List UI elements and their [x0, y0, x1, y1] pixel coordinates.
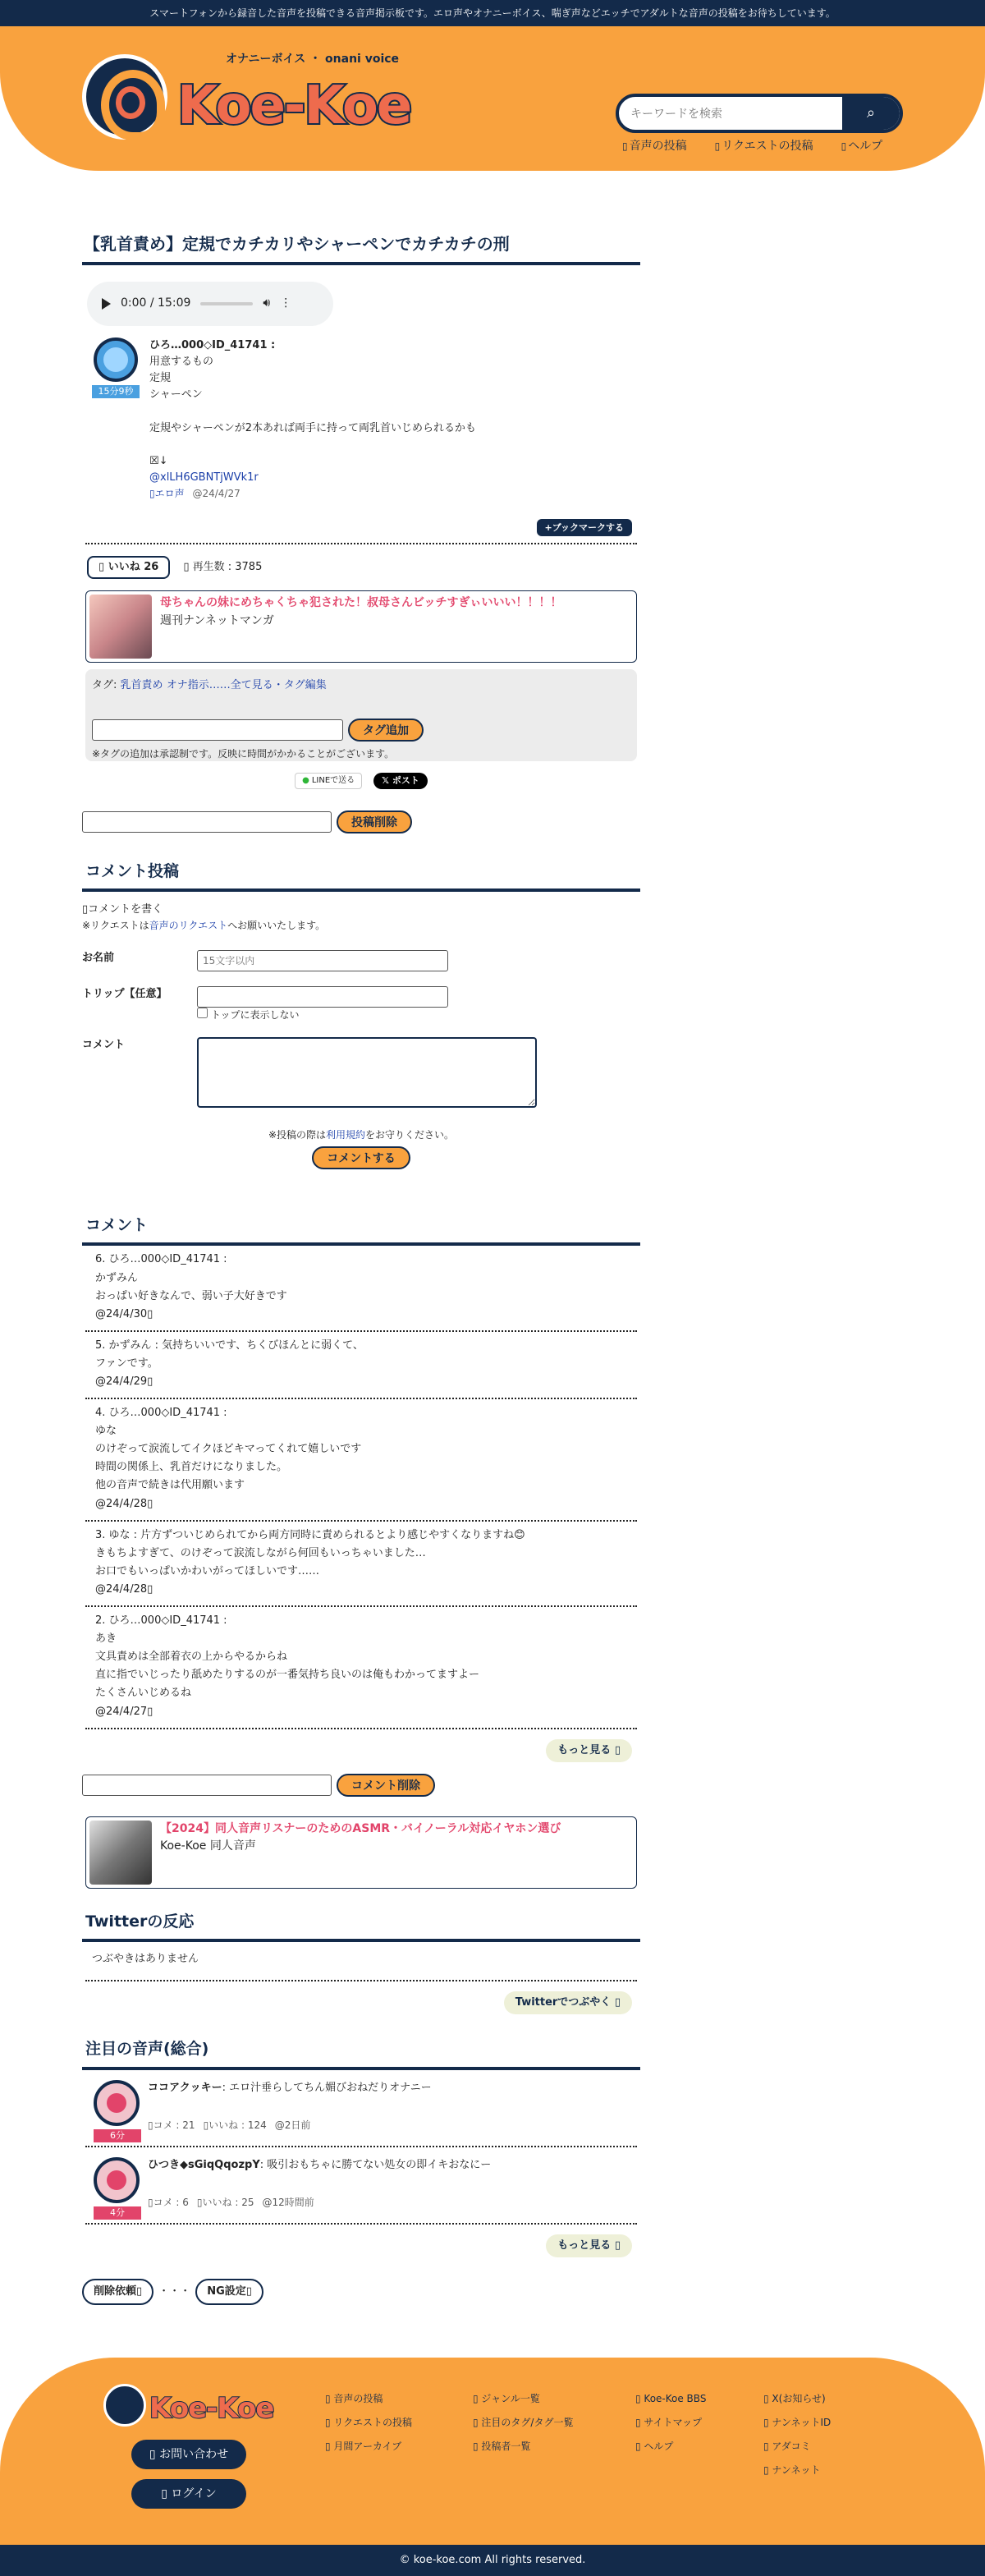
featured-user[interactable]: ひつき◆sGiqQqozpY: [148, 2158, 260, 2171]
category-link[interactable]: ▯エロ声: [149, 487, 185, 499]
tag-link[interactable]: 乳首責め: [120, 679, 163, 692]
delete-post-input[interactable]: [82, 811, 332, 833]
footer-link[interactable]: ▯ Koe-Koe BBS: [635, 2393, 707, 2405]
featured-item[interactable]: [85, 2070, 637, 2147]
featured-user[interactable]: ココアクッキー: [148, 2081, 222, 2094]
heart-icon: ▯: [196, 2196, 203, 2208]
more-comments-button[interactable]: もっと見る ▯: [546, 1739, 632, 1762]
post-line: 定規: [149, 372, 172, 385]
line-share-button[interactable]: ● LINEで送る: [295, 773, 362, 789]
separator: ・・・: [158, 2284, 191, 2298]
comment-form: [82, 902, 640, 1169]
main-content: [82, 171, 640, 2305]
logo-subtitle: オナニーボイス ・ onani voice: [226, 53, 400, 66]
post-link[interactable]: @xlLH6GBNTjWVk1r: [149, 471, 259, 484]
tweet-button[interactable]: Twitterでつぶやく ▯: [504, 1991, 632, 2014]
comment-line: ゆな: [95, 1425, 117, 1438]
delete-post-row: [82, 810, 640, 833]
submit-comment-button[interactable]: コメントする: [312, 1146, 410, 1169]
play-count: ▯ 再生数 : 3785: [183, 561, 263, 573]
comment-item: [85, 1246, 637, 1331]
post-title: 【乳首責め】定規でカチカリやシャーペンでカチカチの刑: [82, 228, 640, 265]
nav-post-request[interactable]: ▯ リクエストの投稿: [714, 140, 813, 153]
request-note: ※リクエストは: [82, 920, 149, 932]
footer-link[interactable]: ▯ ジャンル一覧: [473, 2393, 540, 2405]
mic-icon: ▯: [622, 140, 628, 152]
featured-title[interactable]: : 吸引おもちゃに勝てない処女の即イキおなにー: [259, 2158, 492, 2171]
write-comment-label: ▯コメントを書く: [82, 903, 163, 916]
comment-line: たくさんいじめるね: [95, 1687, 192, 1700]
ng-settings-button[interactable]: NG設定▯: [195, 2279, 263, 2305]
footer-link[interactable]: ▯ 月間アーカイブ: [325, 2441, 402, 2453]
delete-comment-button[interactable]: コメント削除: [337, 1774, 435, 1797]
delete-request-button[interactable]: 削除依頼▯: [82, 2279, 153, 2305]
post-line: [149, 437, 640, 453]
player-time: 0:00 / 15:09: [121, 296, 191, 310]
comment-date: @24/4/28: [95, 1497, 148, 1510]
more-options-icon[interactable]: ⋮: [280, 296, 292, 310]
comment-item: [85, 1332, 637, 1399]
footer-link[interactable]: ▯ 投稿者一覧: [473, 2441, 531, 2453]
comment-date: @24/4/29: [95, 1375, 148, 1388]
post-line: 定規やシャーペンが2本あれば両手に持って両乳首いじめられるかも: [149, 421, 477, 434]
comment-line: のけぞって涙流してイクほどキマってくれて嬉しいです: [95, 1443, 362, 1456]
add-tag-button[interactable]: タグ追加: [348, 719, 424, 742]
comment-label: コメント: [82, 1039, 126, 1052]
play-count-icon: ▯: [183, 561, 190, 573]
twitter-heading: Twitterの反応: [82, 1908, 640, 1942]
hide-top-label: トップに表示しない: [210, 1008, 300, 1021]
nav-upload-voice[interactable]: ▯ 音声の投稿: [622, 140, 687, 153]
site-logo[interactable]: [82, 51, 451, 141]
chevron-right-icon: ▯: [614, 1996, 621, 2009]
ad-thumbnail: [89, 595, 152, 659]
ad-banner[interactable]: [85, 590, 637, 663]
comment-head: 3. ゆな : 片方ずついじめられてから両方同時に責められるとより感じやすくなりますね😊: [95, 1528, 525, 1541]
footer-col: [473, 2387, 573, 2459]
duration-badge: 6分: [94, 2129, 141, 2142]
terms-note: ※投稿の際は: [268, 1129, 327, 1141]
heart-icon: ▯: [98, 561, 105, 573]
chevron-icon: ▯: [245, 2284, 252, 2298]
audio-player[interactable]: [87, 282, 333, 326]
footer-link[interactable]: ▯ サイトマップ: [635, 2417, 703, 2429]
ad-source: Koe-Koe 同人音声: [160, 1839, 256, 1853]
player-progress[interactable]: [200, 302, 253, 305]
comment-line: 時間の関係上、乳首だけになりました。: [95, 1461, 288, 1474]
search-button[interactable]: [842, 97, 900, 130]
search-input[interactable]: [630, 103, 844, 125]
footer-link[interactable]: ▯ 音声の投稿: [325, 2393, 383, 2405]
x-icon: 𝕏: [382, 775, 392, 787]
mail-icon: ▯: [149, 2448, 160, 2462]
site-tagline: スマートフォンから録音した音声を投稿できる音声掲示板です。エロ声やオナニーボイス、喘ぎ声などエッチでアダルトな音声の投稿をお待ちしています。: [0, 0, 985, 26]
hide-top-checkbox[interactable]: [197, 1008, 208, 1018]
footer-col: [763, 2387, 831, 2482]
comment-count: コメ : 21: [153, 2119, 195, 2131]
ad-banner[interactable]: [85, 1816, 637, 1889]
report-icon[interactable]: ▯: [147, 1705, 153, 1718]
bookmark-button[interactable]: +ブックマークする: [537, 519, 632, 536]
featured-title[interactable]: : エロ汁垂らしてちん媚びおねだりオナニー: [222, 2081, 432, 2094]
comment-line: お口でもいっぱいかわいがってほしいです……: [95, 1564, 320, 1577]
comments-heading: コメント: [82, 1212, 640, 1246]
post-author[interactable]: ひろ…000◇ID_41741 :: [149, 339, 276, 351]
ad-source: 週刊ナンネットマンガ: [160, 613, 274, 627]
comment-textarea[interactable]: [197, 1037, 537, 1108]
category-icon: ▯: [149, 487, 155, 499]
share-buttons: [82, 773, 640, 789]
user-avatar[interactable]: [94, 2157, 140, 2203]
comment-date: @24/4/28: [95, 1582, 148, 1596]
ear-logo-icon: [103, 2384, 146, 2427]
report-icon[interactable]: ▯: [147, 1307, 153, 1320]
post-body: [82, 337, 640, 533]
site-footer: [0, 2358, 985, 2545]
footer-link[interactable]: ▯ リクエストの投稿: [325, 2417, 412, 2429]
help-icon: ▯: [841, 140, 847, 152]
comment-line: かずみん: [95, 1271, 139, 1284]
comment-line: 文具責めは全部着衣の上からやるからね: [95, 1651, 288, 1664]
comment-line: 直に指でいじったり舐めたりするのが一番気持ち良いのは俺もわかってますよー: [95, 1669, 480, 1682]
site-header: [0, 26, 985, 171]
play-icon[interactable]: [102, 298, 111, 310]
twitter-empty: つぶやきはありません: [85, 1942, 637, 1981]
comment-line: おっぱい好きなんで、弱い子大好きです: [95, 1289, 287, 1302]
comment-line: ファンです。: [95, 1357, 158, 1370]
header-nav: [622, 138, 882, 156]
name-label: お名前: [82, 951, 115, 964]
search-box: [616, 94, 903, 133]
copyright: © koe-koe.com All rights reserved.: [0, 2545, 985, 2576]
comment-icon: ▯: [148, 2196, 153, 2208]
comment-line: あき: [95, 1632, 117, 1646]
featured-time: @2日前: [274, 2119, 311, 2131]
comment-list: [82, 1246, 640, 1729]
request-link[interactable]: 音声のリクエスト: [149, 920, 228, 932]
nav-help[interactable]: ▯ ヘルプ: [841, 140, 883, 153]
ad-title[interactable]: 母ちゃんの妹にめちゃくちゃ犯された！叔母さんビッチすぎぃいいい！！！！: [160, 596, 562, 610]
request-note-tail: へお願いいたします。: [227, 920, 326, 932]
ear-logo-icon: [82, 54, 167, 140]
footer-link[interactable]: ▯ アダコミ: [763, 2441, 811, 2453]
delete-post-button[interactable]: 投稿削除: [337, 810, 412, 833]
pencil-icon: ▯: [82, 903, 89, 916]
tag-input[interactable]: [92, 719, 343, 741]
comment-head: 4. ひろ…000◇ID_41741 :: [95, 1407, 227, 1420]
footer-logo-text: Koe-Koe: [149, 2392, 274, 2426]
report-icon[interactable]: ▯: [147, 1497, 153, 1510]
tag-label: タグ:: [92, 679, 117, 692]
comment-head: 5. かずみん : 気持ちいいです、ちくびほんとに弱くて、: [95, 1339, 364, 1352]
post-line: 用意するもの: [149, 356, 214, 369]
chevron-right-icon: ▯: [614, 1743, 621, 1756]
comment-count: コメ : 6: [153, 2196, 189, 2208]
ad-thumbnail: [89, 1821, 152, 1885]
request-icon: ▯: [714, 140, 721, 152]
more-featured-button[interactable]: もっと見る ▯: [546, 2234, 632, 2257]
footer-logo[interactable]: [103, 2382, 276, 2431]
chevron-right-icon: ▯: [614, 2239, 621, 2252]
comment-head: 2. ひろ…000◇ID_41741 :: [95, 1614, 227, 1628]
like-count: いいね : 25: [202, 2196, 254, 2208]
comment-form-heading: コメント投稿: [82, 858, 640, 892]
terms-note-tail: をお守りください。: [365, 1129, 455, 1141]
divider: [85, 543, 637, 544]
report-icon[interactable]: ▯: [147, 1582, 153, 1596]
duration-badge: 15分9秒: [92, 385, 140, 398]
tag-note: ※タグの追加は承認制です。反映に時間がかかることがございます。: [92, 748, 395, 760]
logo-text: Koe-Koe: [177, 76, 411, 136]
ad-title[interactable]: 【2024】同人音声リスナーのためのASMR・バイノーラル対応イヤホン選び: [160, 1821, 561, 1835]
like-button[interactable]: ▯ いいね 26: [87, 556, 170, 579]
featured-heading: 注目の音声(総合): [82, 2036, 640, 2069]
contact-button[interactable]: ▯ お問い合わせ: [131, 2440, 246, 2469]
post-stats: [87, 556, 640, 579]
featured-time: @12時間前: [262, 2196, 314, 2208]
footer-link[interactable]: ▯ ナンネットID: [763, 2417, 832, 2429]
like-count: いいね : 124: [208, 2119, 267, 2131]
comment-line: 他の音声で続きは代用願います: [95, 1479, 245, 1492]
tag-link[interactable]: オナ指示: [166, 679, 209, 692]
user-avatar[interactable]: [94, 2080, 140, 2126]
tag-edit-link[interactable]: ……全て見る・タグ編集: [208, 679, 327, 692]
post-line: シャーペン: [149, 388, 203, 402]
footer-link[interactable]: ▯ ナンネット: [763, 2464, 821, 2477]
terms-link[interactable]: 利用規約: [326, 1129, 366, 1141]
footer-col: [325, 2387, 412, 2459]
footer-link[interactable]: ▯ 注目のタグ/タグ一覧: [473, 2417, 574, 2429]
comment-item: [85, 1607, 637, 1729]
comment-date: @24/4/27: [95, 1705, 148, 1718]
footer-link[interactable]: ▯ X(お知らせ): [763, 2393, 826, 2405]
footer-col: [635, 2387, 706, 2459]
post-line: ☒↓: [149, 454, 168, 467]
delete-comment-input[interactable]: [82, 1775, 332, 1796]
heart-icon: ▯: [203, 2119, 209, 2131]
comment-item: [85, 1522, 637, 1607]
search-icon: ⌕: [866, 104, 876, 122]
trip-input[interactable]: [197, 986, 448, 1008]
trip-label: トリップ【任意】: [82, 987, 167, 1000]
volume-icon[interactable]: 🔊︎: [263, 296, 271, 310]
login-icon: ▯: [161, 2487, 172, 2501]
report-icon[interactable]: ▯: [147, 1375, 153, 1388]
bottom-actions: [82, 2279, 640, 2305]
comment-date: @24/4/30: [95, 1307, 148, 1320]
featured-item[interactable]: [85, 2147, 637, 2225]
delete-comment-row: [82, 1774, 640, 1797]
comment-item: [85, 1399, 637, 1522]
x-share-button[interactable]: 𝕏 ポスト: [373, 773, 428, 789]
post-date: @24/4/27: [192, 487, 241, 499]
footer-link[interactable]: ▯ ヘルプ: [635, 2441, 674, 2453]
login-button[interactable]: ▯ ログイン: [131, 2479, 246, 2509]
name-input[interactable]: [197, 950, 448, 971]
author-avatar[interactable]: [94, 337, 138, 382]
comment-head: 6. ひろ…000◇ID_41741 :: [95, 1253, 227, 1266]
comment-icon: ▯: [148, 2119, 153, 2131]
tag-box: [85, 669, 637, 761]
chevron-icon: ▯: [136, 2284, 143, 2298]
duration-badge: 4分: [94, 2206, 141, 2220]
post-line: [149, 404, 640, 420]
comment-line: きもちよすぎて、のけぞって涙流しながら何回もいっちゃいました…: [95, 1546, 426, 1559]
